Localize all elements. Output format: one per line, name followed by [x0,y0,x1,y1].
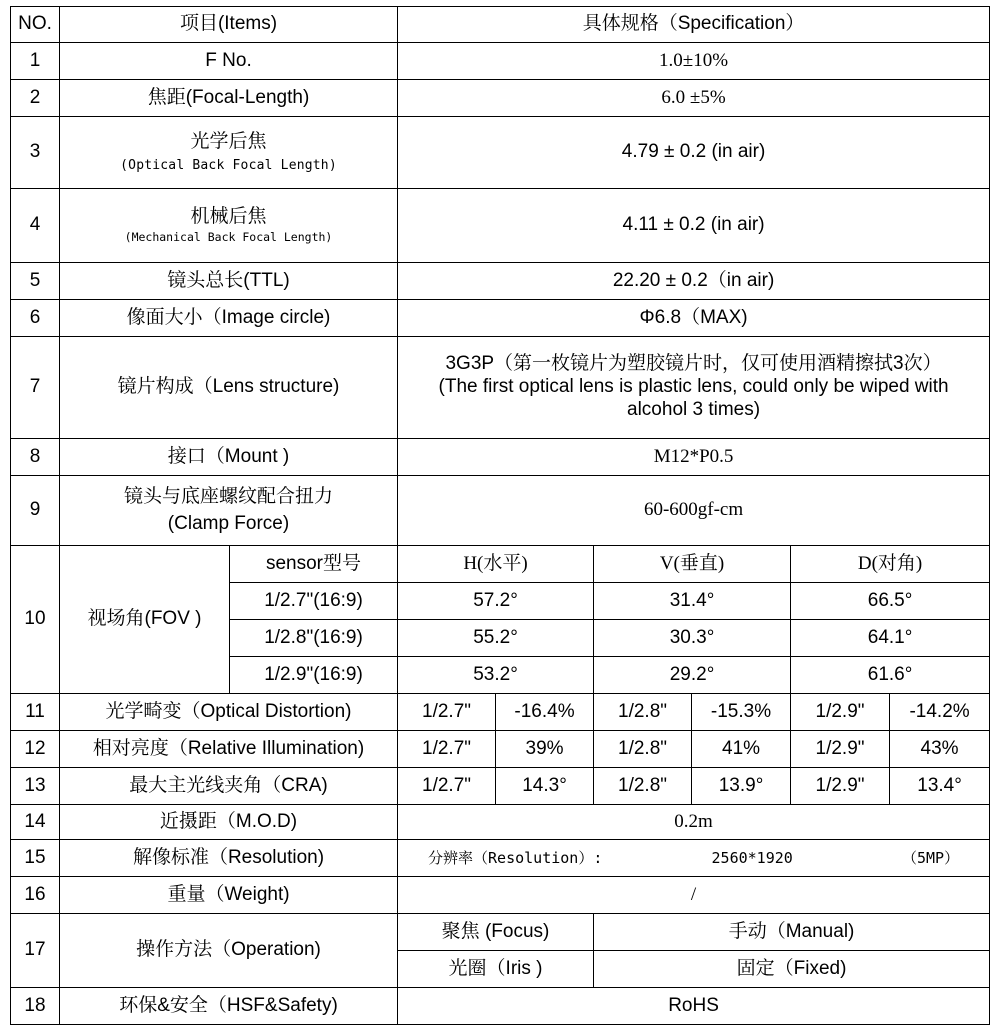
row-number: 5 [11,263,60,300]
item-label: 镜头总长(TTL) [60,263,398,300]
row-number: 9 [11,476,60,546]
spec-table [10,6,990,1025]
header-row [11,7,990,43]
cra-value: 13.4° [890,768,990,805]
table-row [11,263,990,300]
fov-col-d: D(对角) [791,546,990,583]
table-row [11,300,990,337]
resolution-pixels: 2560*1920 [711,849,793,867]
spec-value [398,337,990,439]
item-label: 接口（Mount ) [60,439,398,476]
illumination-value: 41% [692,731,791,768]
distortion-value: -14.2% [890,694,990,731]
cra-value: 13.9° [692,768,791,805]
fov-header-row [11,546,990,583]
lens-structure-en-line1: (The first optical lens is plastic lens, could only be wiped with [438,376,949,398]
header-spec: 具体规格（Specification） [398,7,990,43]
focus-label: 聚焦 (Focus) [398,914,594,951]
distortion-value: -15.3% [692,694,791,731]
item-label: 近摄距（M.O.D) [60,805,398,840]
fov-d: 66.5° [791,583,990,620]
spec-value: / [398,877,990,914]
spec-value: 6.0 ±5% [398,80,990,117]
row-number: 3 [11,117,60,189]
fov-v: 31.4° [594,583,791,620]
spec-value: 22.20 ± 0.2（in air) [398,263,990,300]
fov-sensor: 1/2.7"(16:9) [230,583,398,620]
item-label [60,117,398,189]
sensor-size: 1/2.9" [791,694,890,731]
item-label-cn: 机械后焦 [190,206,267,228]
lens-structure-cn: 3G3P（第一枚镜片为塑胶镜片时，仅可使用酒精擦拭3次） [445,353,942,375]
item-label: 环保&安全（HSF&Safety) [60,988,398,1025]
row-number: 17 [11,914,60,988]
table-row [11,337,990,439]
row-number: 11 [11,694,60,731]
header-no: NO. [11,7,60,43]
spec-value [398,840,990,877]
table-row [11,694,990,731]
item-label: 解像标准（Resolution) [60,840,398,877]
fov-sensor: 1/2.8"(16:9) [230,620,398,657]
row-number: 4 [11,189,60,263]
illumination-value: 39% [496,731,594,768]
table-row [11,840,990,877]
item-label: 相对亮度（Relative Illumination) [60,731,398,768]
spec-value: Φ6.8（MAX) [398,300,990,337]
item-label-cn: 镜头与底座螺纹配合扭力 [124,485,334,507]
item-label: 操作方法（Operation) [60,914,398,988]
table-row [11,476,990,546]
item-label: 像面大小（Image circle) [60,300,398,337]
fov-sensor: 1/2.9"(16:9) [230,657,398,694]
table-row [11,189,990,263]
item-label: 镜片构成（Lens structure) [60,337,398,439]
row-number: 8 [11,439,60,476]
cra-value: 14.3° [496,768,594,805]
sensor-size: 1/2.7" [398,694,496,731]
item-label: 焦距(Focal-Length) [60,80,398,117]
table-row [11,43,990,80]
fov-d: 64.1° [791,620,990,657]
row-number: 10 [11,546,60,694]
spec-value: 4.11 ± 0.2 (in air) [398,189,990,263]
sensor-size: 1/2.7" [398,768,496,805]
item-label: 最大主光线夹角（CRA) [60,768,398,805]
header-items: 项目(Items) [60,7,398,43]
sensor-size: 1/2.9" [791,731,890,768]
row-number: 1 [11,43,60,80]
spec-value: 4.79 ± 0.2 (in air) [398,117,990,189]
lens-structure-en-line2: alcohol 3 times) [627,398,761,420]
resolution-mp: （5MP） [901,849,960,867]
item-label [60,476,398,546]
row-number: 7 [11,337,60,439]
row-number: 2 [11,80,60,117]
item-label-cn: 光学后焦 [190,131,267,153]
iris-value: 固定（Fixed) [594,951,990,988]
spec-value: 0.2m [398,805,990,840]
row-number: 6 [11,300,60,337]
table-row [11,988,990,1025]
spec-value: 1.0±10% [398,43,990,80]
sensor-size: 1/2.9" [791,768,890,805]
distortion-value: -16.4% [496,694,594,731]
resolution-line [398,849,989,867]
table-row [11,80,990,117]
sensor-size: 1/2.8" [594,768,692,805]
fov-v: 30.3° [594,620,791,657]
item-label: 光学畸变（Optical Distortion) [60,694,398,731]
row-number: 16 [11,877,60,914]
row-number: 18 [11,988,60,1025]
fov-col-sensor: sensor型号 [230,546,398,583]
spec-value: RoHS [398,988,990,1025]
sensor-size: 1/2.7" [398,731,496,768]
table-row [11,877,990,914]
item-label: F No. [60,43,398,80]
sensor-size: 1/2.8" [594,694,692,731]
spec-value: M12*P0.5 [398,439,990,476]
item-label-en: (Mechanical Back Focal Length) [124,230,333,244]
table-row [11,117,990,189]
table-row [11,439,990,476]
table-row [11,731,990,768]
row-number: 14 [11,805,60,840]
sensor-size: 1/2.8" [594,731,692,768]
resolution-label: 分辨率（Resolution）: [428,849,603,867]
item-label: 重量（Weight) [60,877,398,914]
item-label [60,189,398,263]
row-number: 13 [11,768,60,805]
fov-h: 53.2° [398,657,594,694]
table-row [11,768,990,805]
fov-h: 55.2° [398,620,594,657]
table-row [11,805,990,840]
fov-d: 61.6° [791,657,990,694]
illumination-value: 43% [890,731,990,768]
fov-col-v: V(垂直) [594,546,791,583]
item-label-en: (Optical Back Focal Length) [120,158,337,174]
spec-value: 60-600gf-cm [398,476,990,546]
fov-col-h: H(水平) [398,546,594,583]
item-label: 视场角(FOV ) [60,546,230,694]
row-number: 12 [11,731,60,768]
fov-h: 57.2° [398,583,594,620]
focus-value: 手动（Manual) [594,914,990,951]
row-number: 15 [11,840,60,877]
item-label-en: (Clamp Force) [167,512,290,534]
table-row [11,914,990,951]
fov-v: 29.2° [594,657,791,694]
iris-label: 光圈（Iris ) [398,951,594,988]
